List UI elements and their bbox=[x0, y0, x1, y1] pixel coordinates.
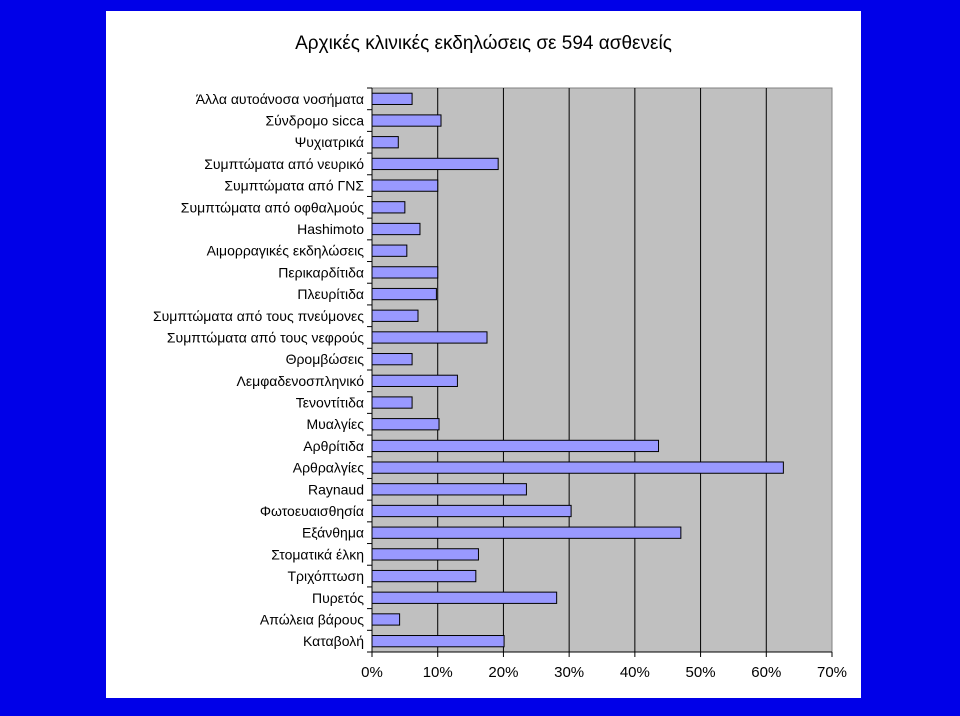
bar bbox=[372, 636, 504, 647]
category-label: Συμπτώματα από ΓΝΣ bbox=[224, 177, 364, 194]
bar bbox=[372, 137, 398, 148]
category-label: Εξάνθημα bbox=[301, 524, 364, 541]
bar bbox=[372, 245, 407, 256]
bar bbox=[372, 202, 405, 213]
bar bbox=[372, 527, 681, 538]
x-tick-label: 10% bbox=[422, 664, 453, 681]
x-tick-label: 60% bbox=[751, 664, 782, 681]
bar bbox=[372, 332, 487, 343]
bar bbox=[372, 267, 438, 278]
category-label: Στοματικά έλκη bbox=[271, 546, 364, 563]
x-tick-label: 20% bbox=[488, 664, 519, 681]
category-label: Φωτοευαισθησία bbox=[259, 503, 364, 519]
plot-area bbox=[372, 88, 832, 652]
category-label: Πυρετός bbox=[311, 589, 364, 606]
bar bbox=[372, 397, 412, 408]
category-label: Αρθραλγίες bbox=[292, 459, 364, 476]
bar bbox=[372, 549, 478, 560]
category-label: Λεμφαδενοσπληνικό bbox=[236, 372, 364, 389]
bar-chart bbox=[106, 11, 861, 698]
category-label: Θρομβώσεις bbox=[285, 351, 364, 368]
bar bbox=[372, 93, 412, 104]
chart-title: Αρχικές κλινικές εκδηλώσεις σε 594 ασθενείς bbox=[295, 33, 672, 54]
bar bbox=[372, 419, 439, 430]
bar bbox=[372, 223, 420, 234]
category-label: Άλλα αυτοάνοσα νοσήματα bbox=[195, 90, 364, 107]
category-label: Raynaud bbox=[307, 481, 364, 498]
bar bbox=[372, 484, 526, 495]
category-label: Hashimoto bbox=[297, 221, 364, 237]
category-label: Μυαλγίες bbox=[306, 416, 364, 433]
bar bbox=[372, 310, 418, 321]
bar bbox=[372, 158, 498, 169]
category-label: Περικαρδίτιδα bbox=[278, 264, 364, 281]
category-label: Σύνδρομο sicca bbox=[265, 112, 364, 129]
category-label: Τενοντίτιδα bbox=[295, 394, 364, 411]
bar bbox=[372, 440, 659, 451]
bar bbox=[372, 180, 438, 191]
category-label: Συμπτώματα από νευρικό bbox=[204, 155, 364, 172]
category-label: Αιμορραγικές εκδηλώσεις bbox=[206, 242, 364, 259]
bar bbox=[372, 288, 436, 299]
bar bbox=[372, 570, 476, 581]
bar bbox=[372, 462, 783, 473]
category-label: Συμπτώματα από οφθαλμούς bbox=[180, 199, 364, 216]
category-label: Συμπτώματα από τους νεφρούς bbox=[166, 329, 364, 346]
x-tick-label: 50% bbox=[685, 664, 716, 681]
category-label: Τριχόπτωση bbox=[287, 568, 364, 585]
bar bbox=[372, 354, 412, 365]
x-tick-label: 40% bbox=[619, 664, 650, 681]
slide bbox=[106, 11, 861, 698]
bar bbox=[372, 375, 457, 386]
category-label: Πλευρίτιδα bbox=[297, 286, 364, 303]
bar bbox=[372, 115, 441, 126]
x-tick-label: 0% bbox=[361, 664, 383, 681]
category-label: Καταβολή bbox=[302, 633, 364, 650]
bar bbox=[372, 614, 400, 625]
x-tick-label: 30% bbox=[554, 664, 585, 681]
category-label: Ψυχιατρικά bbox=[294, 134, 364, 151]
bar bbox=[372, 592, 557, 603]
bar bbox=[372, 505, 571, 516]
category-label: Απώλεια βάρους bbox=[259, 611, 364, 628]
category-label: Αρθρίτιδα bbox=[303, 437, 364, 454]
category-label: Συμπτώματα από τους πνεύμονες bbox=[152, 307, 364, 324]
x-tick-label: 70% bbox=[816, 664, 848, 681]
